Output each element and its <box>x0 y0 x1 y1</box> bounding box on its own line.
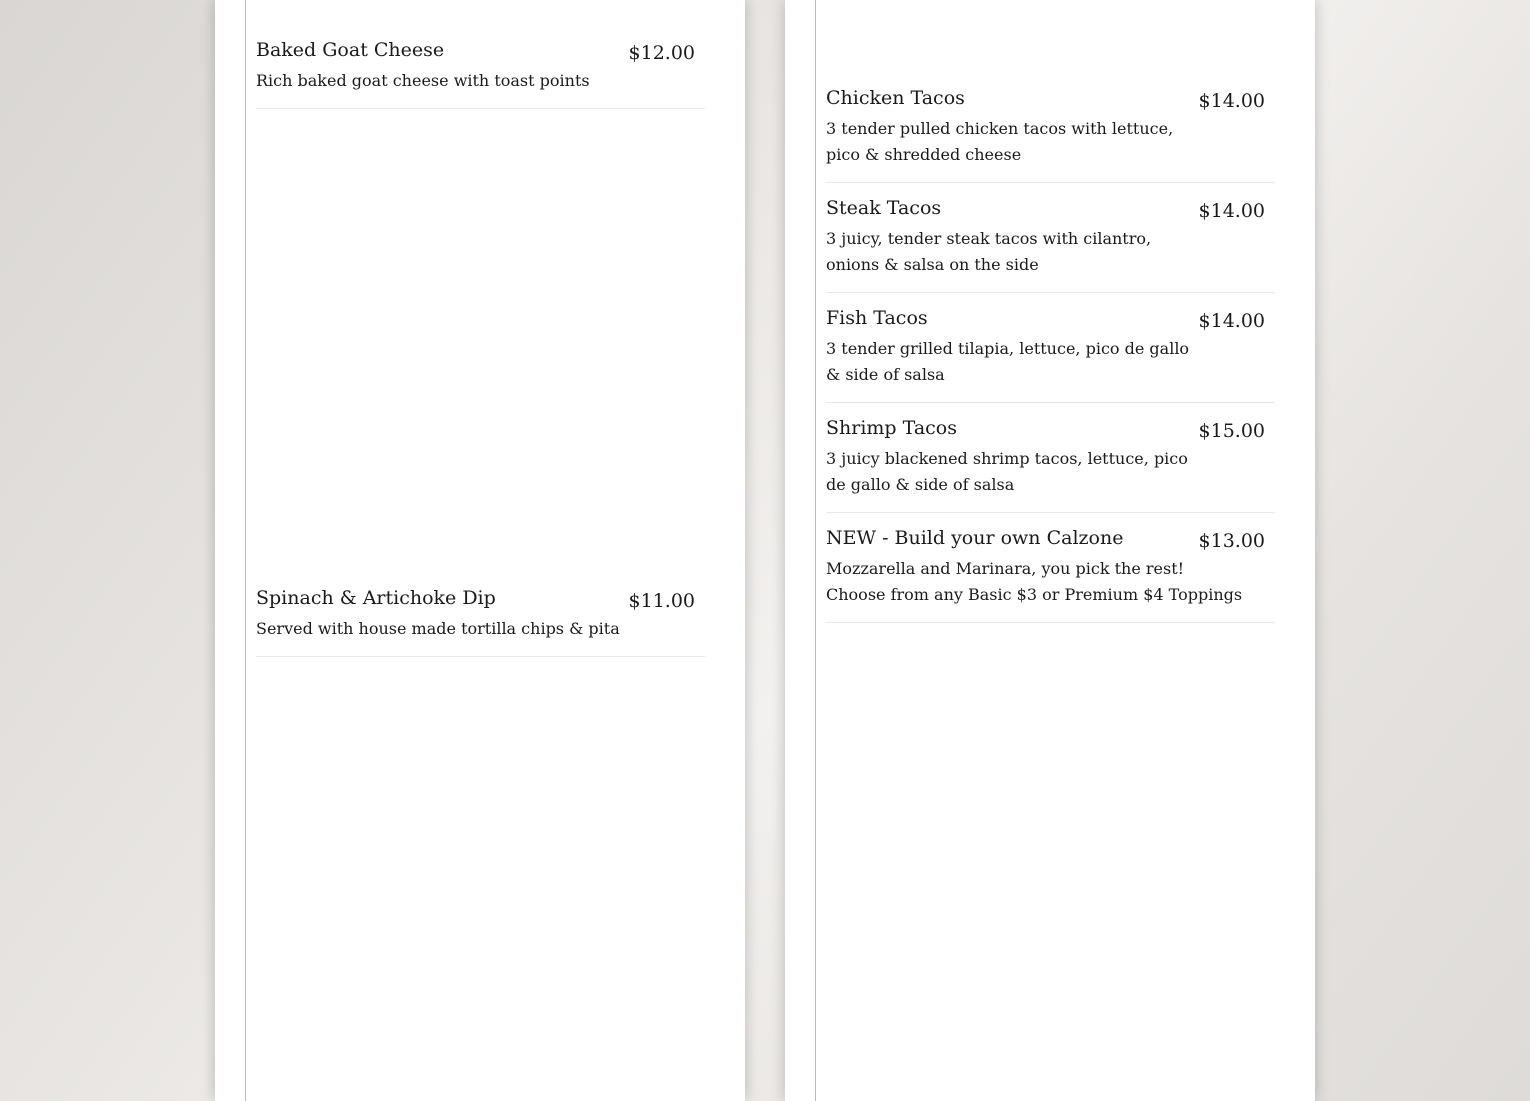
menu-item-price: $13.00 <box>1198 530 1265 552</box>
menu-panel-left <box>215 0 745 1101</box>
menu-panel-right <box>785 0 1315 1101</box>
menu-item <box>256 586 705 657</box>
menu-item-name: Chicken Tacos <box>826 87 965 109</box>
menu-item <box>826 86 1275 183</box>
menu-item-name: Shrimp Tacos <box>826 417 957 439</box>
menu-item <box>256 38 705 109</box>
menu-item-price: $14.00 <box>1198 90 1265 112</box>
menu-item-description: 3 juicy blackened shrimp tacos, lettuce, pico de gallo & side of salsa <box>826 449 1188 494</box>
menu-item-price: $14.00 <box>1198 310 1265 332</box>
accent-line <box>245 0 246 1101</box>
menu-item-description: 3 juicy, tender steak tacos with cilantro, onions & salsa on the side <box>826 229 1152 274</box>
menu-item-price: $11.00 <box>628 590 695 612</box>
menu-item-price: $14.00 <box>1198 200 1265 222</box>
menu-item <box>826 416 1275 513</box>
menu-item-description: Served with house made tortilla chips & pita <box>256 619 620 638</box>
menu-item-description: 3 tender grilled tilapia, lettuce, pico de gallo & side of salsa <box>826 339 1190 384</box>
menu-item-name: Spinach & Artichoke Dip <box>256 587 496 609</box>
menu-item <box>826 306 1275 403</box>
menu-item-description: Mozzarella and Marinara, you pick the rest! Choose from any Basic $3 or Premium $4 Toppings <box>826 559 1243 604</box>
menu-item-price: $12.00 <box>628 42 695 64</box>
menu-item <box>826 196 1275 293</box>
menu-item-name: Steak Tacos <box>826 197 942 219</box>
accent-line <box>815 0 816 1101</box>
menu-item <box>826 526 1275 623</box>
menu-item-price: $15.00 <box>1198 420 1265 442</box>
menu-item-description: 3 tender pulled chicken tacos with lettuce, pico & shredded cheese <box>826 119 1174 164</box>
menu-item-description: Rich baked goat cheese with toast points <box>256 71 590 90</box>
menu-item-name: Fish Tacos <box>826 307 928 329</box>
menu-item-name: Baked Goat Cheese <box>256 39 445 61</box>
menu-item-name: NEW - Build your own Calzone <box>826 527 1124 549</box>
